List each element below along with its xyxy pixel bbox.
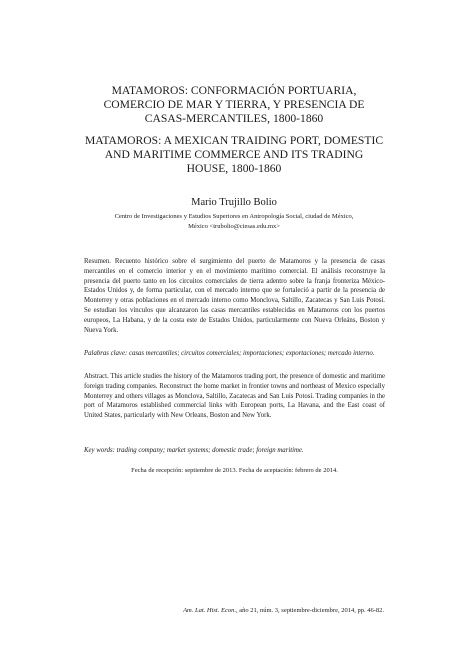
reception-dates: Fecha de recepción: septiembre de 2013. Fecha de aceptación: febrero de 2014. — [131, 467, 338, 474]
keywords-text: trading company; market systems; domestic trade; foreign maritime. — [116, 447, 304, 454]
article-title-spanish: MATAMOROS: CONFORMACIÓN PORTUARIA, COMERCIO DE MAR Y TIERRA, Y PRESENCIA DE CASAS-MERCANTILES, 1800-1860 — [103, 84, 365, 125]
citation-details: , año 21, núm. 3, septiembre-diciembre, 2014, pp. 46-82. — [235, 607, 384, 614]
resumen-text: Recuento histórico sobre el surgimiento del puerto de Matamoros y la presencia de casas mercantiles en el comercio interior y en el movimiento marítimo comercial. El análisis reconstruye la presencia del puerto tanto en los circuitos comerciales de tierra adentro sobre la franja fronteriza México-Estados Unidos y, de forma particular, con el mercado interno que se fortaleció a partir de la presencia de Monterrey y otras poblaciones en el mercado interno como Monclova, Saltillo, Zacatecas y San Luis Potosí. Se estudian los vínculos que alcanzaron las casas mercantiles establecidas en Matamoros con los puertos europeos, La Habana, y de la costa este de Estados Unidos, particularmente con Nueva Orleáns, Boston y Nueva York. — [84, 258, 386, 334]
journal-abbrev: Am. Lat. Hist. Econ. — [183, 607, 236, 614]
palabras-clave-label: Palabras clave: — [84, 350, 128, 357]
affiliation-email: México <trubolio@ciesas.edu.mx> — [188, 223, 280, 230]
keywords-paragraph — [84, 446, 385, 456]
journal-citation — [84, 606, 384, 616]
affiliation-institution: Centro de Investigaciones y Estudios Superiores en Antropología Social, ciudad de México, — [114, 213, 354, 220]
abstract-text: This article studies the history of the Matamoros trading port, the presence of domestic and maritime foreign trading companies. Reconstruct the home market in frontier towns and northeast of Mexico especially Monterrey and others villages as Monclova, Saltillo, Zacatecas and San Luis Potosí. Trading companies in the port of Matamoros established commercial links with European ports, La Havana, and the East coast of United States, particularly with New Orleans, Boston and New York. — [84, 373, 385, 420]
palabras-clave-text: casas mercantiles; circuitos comerciales; importaciones; exportaciones; mercado interno. — [128, 350, 375, 357]
abstract-paragraph — [84, 372, 385, 421]
author-affiliation — [78, 212, 390, 232]
abstract-label: Abstract. — [84, 373, 109, 380]
author-name: Mario Trujillo Bolio — [191, 197, 277, 208]
article-title-english: MATAMOROS: A MEXICAN TRAIDING PORT, DOMESTIC AND MARITIME COMMERCE AND ITS TRADING HOUSE, 1800-1860 — [84, 134, 384, 175]
resumen-paragraph — [84, 257, 385, 335]
resumen-label: Resumen. — [84, 258, 111, 265]
keywords-label: Key words: — [84, 447, 115, 454]
palabras-clave-paragraph — [84, 349, 385, 359]
